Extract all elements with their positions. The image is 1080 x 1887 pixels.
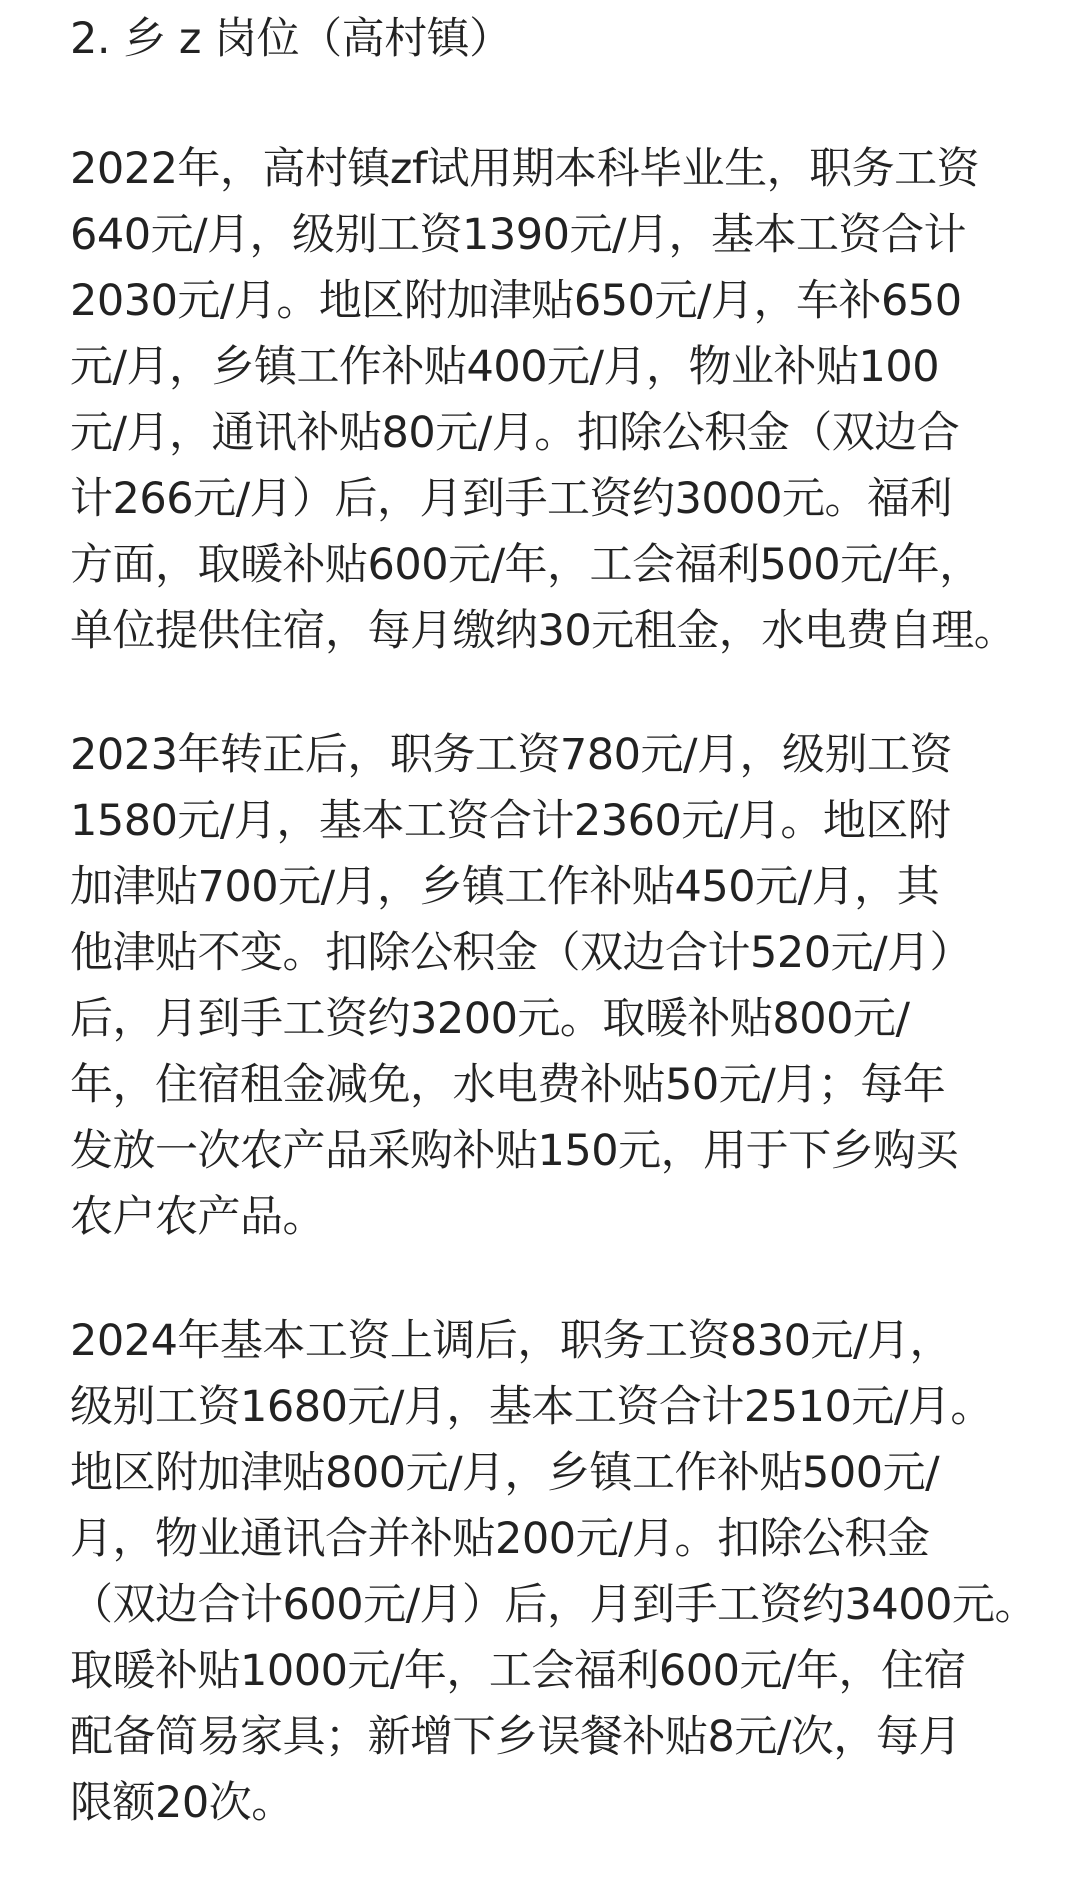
text-line: 他津贴不变。扣除公积金（双边合计520元/月） <box>70 928 973 978</box>
text-line: 后，月到手工资约3200元。取暖补贴800元/ <box>70 994 910 1044</box>
text-line: 取暖补贴1000元/年，工会福利600元/年，住宿 <box>70 1646 966 1696</box>
text-line: 1580元/月，基本工资合计2360元/月。地区附 <box>70 796 951 846</box>
text-line: 级别工资1680元/月，基本工资合计2510元/月。 <box>70 1382 993 1432</box>
paragraph-2022 <box>70 136 1017 664</box>
text-line: 年，住宿租金减免，水电费补贴50元/月；每年 <box>70 1060 946 1110</box>
text-line: 2023年转正后，职务工资780元/月，级别工资 <box>70 730 952 780</box>
text-line: 元/月，乡镇工作补贴400元/月，物业补贴100 <box>70 342 940 392</box>
section-heading: 2. 乡 z 岗位（高村镇） <box>70 14 512 64</box>
paragraph-2024 <box>70 1308 1037 1836</box>
text-line: 计266元/月）后，月到手工资约3000元。福利 <box>70 474 952 524</box>
text-line: 640元/月，级别工资1390元/月，基本工资合计 <box>70 210 966 260</box>
paragraph-2023 <box>70 722 1010 1250</box>
text-line: 发放一次农产品采购补贴150元，用于下乡购买 <box>70 1126 959 1176</box>
text-line: （双边合计600元/月）后，月到手工资约3400元。 <box>70 1580 1037 1630</box>
text-line: 2030元/月。地区附加津贴650元/月，车补650 <box>70 276 962 326</box>
text-line: 限额20次。 <box>70 1778 294 1828</box>
text-line: 地区附加津贴800元/月，乡镇工作补贴500元/ <box>70 1448 940 1498</box>
text-line: 月，物业通讯合并补贴200元/月。扣除公积金 <box>70 1514 930 1564</box>
text-line: 单位提供住宿，每月缴纳30元租金，水电费自理。 <box>70 606 1017 656</box>
text-line: 方面，取暖补贴600元/年，工会福利500元/年， <box>70 540 982 590</box>
text-line: 2024年基本工资上调后，职务工资830元/月， <box>70 1316 952 1366</box>
text-line: 元/月，通讯补贴80元/月。扣除公积金（双边合 <box>70 408 960 458</box>
text-line: 2022年，高村镇zf试用期本科毕业生，职务工资 <box>70 144 980 194</box>
text-line: 配备简易家具；新增下乡误餐补贴8元/次，每月 <box>70 1712 961 1762</box>
text-line: 加津贴700元/月，乡镇工作补贴450元/月，其 <box>70 862 940 912</box>
text-line: 农户农产品。 <box>70 1192 325 1242</box>
